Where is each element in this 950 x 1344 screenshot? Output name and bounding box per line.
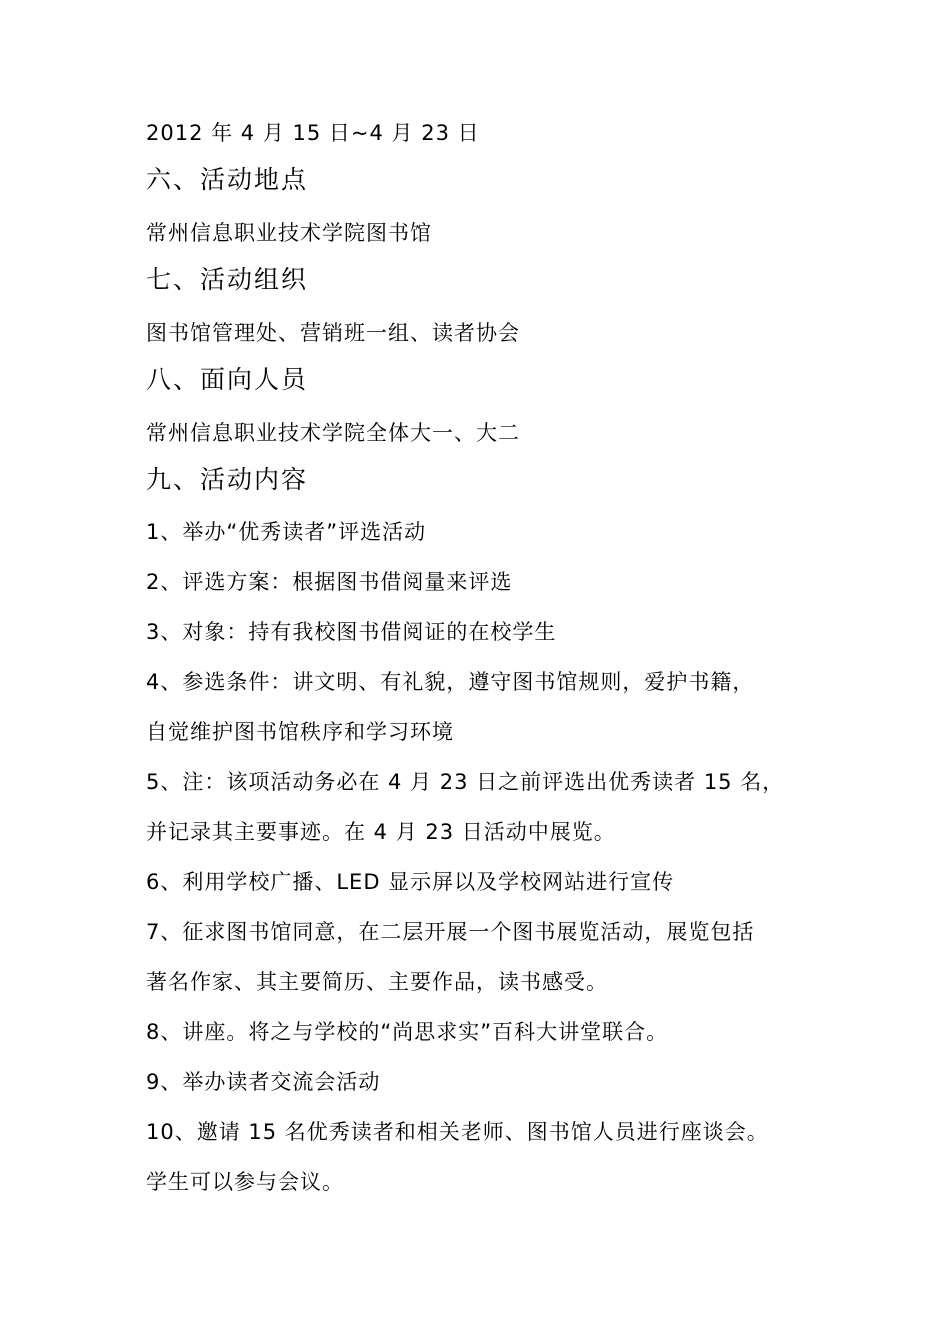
content-item-3: 3、对象：持有我校图书借阅证的在校学生 [146, 620, 557, 644]
heading-content: 九、活动内容 [146, 465, 309, 494]
content-item-5: 5、注：该项活动务必在 4 月 23 日之前评选出优秀读者 15 名， [146, 770, 785, 794]
content-item-9: 9、举办读者交流会活动 [146, 1070, 381, 1094]
content-item-4: 4、参选条件：讲文明、有礼貌，遵守图书馆规则，爱护书籍， [146, 670, 755, 694]
content-item-2: 2、评选方案：根据图书借阅量来评选 [146, 570, 513, 594]
content-item-4-cont: 自觉维护图书馆秩序和学习环境 [146, 720, 454, 744]
heading-audience: 八、面向人员 [146, 365, 309, 394]
date-range: 2012 年 4 月 15 日~4 月 23 日 [146, 121, 480, 145]
heading-location: 六、活动地点 [146, 165, 309, 194]
content-item-1: 1、举办“优秀读者”评选活动 [146, 520, 427, 544]
content-item-6: 6、利用学校广播、LED 显示屏以及学校网站进行宣传 [146, 870, 675, 894]
content-item-5-cont: 并记录其主要事迹。在 4 月 23 日活动中展览。 [146, 820, 616, 844]
content-item-7: 7、征求图书馆同意，在二层开展一个图书展览活动，展览包括 [146, 920, 755, 944]
location-text: 常州信息职业技术学院图书馆 [146, 221, 432, 245]
content-item-7-cont: 著名作家、其主要简历、主要作品，读书感受。 [146, 970, 608, 994]
content-item-10-cont: 学生可以参与会议。 [146, 1170, 344, 1194]
content-item-8: 8、讲座。将之与学校的“尚思求实”百科大讲堂联合。 [146, 1020, 669, 1044]
audience-text: 常州信息职业技术学院全体大一、大二 [146, 421, 520, 445]
content-item-10: 10、邀请 15 名优秀读者和相关老师、图书馆人员进行座谈会。 [146, 1120, 769, 1144]
heading-organization: 七、活动组织 [146, 265, 309, 294]
organization-text: 图书馆管理处、营销班一组、读者协会 [146, 321, 520, 345]
